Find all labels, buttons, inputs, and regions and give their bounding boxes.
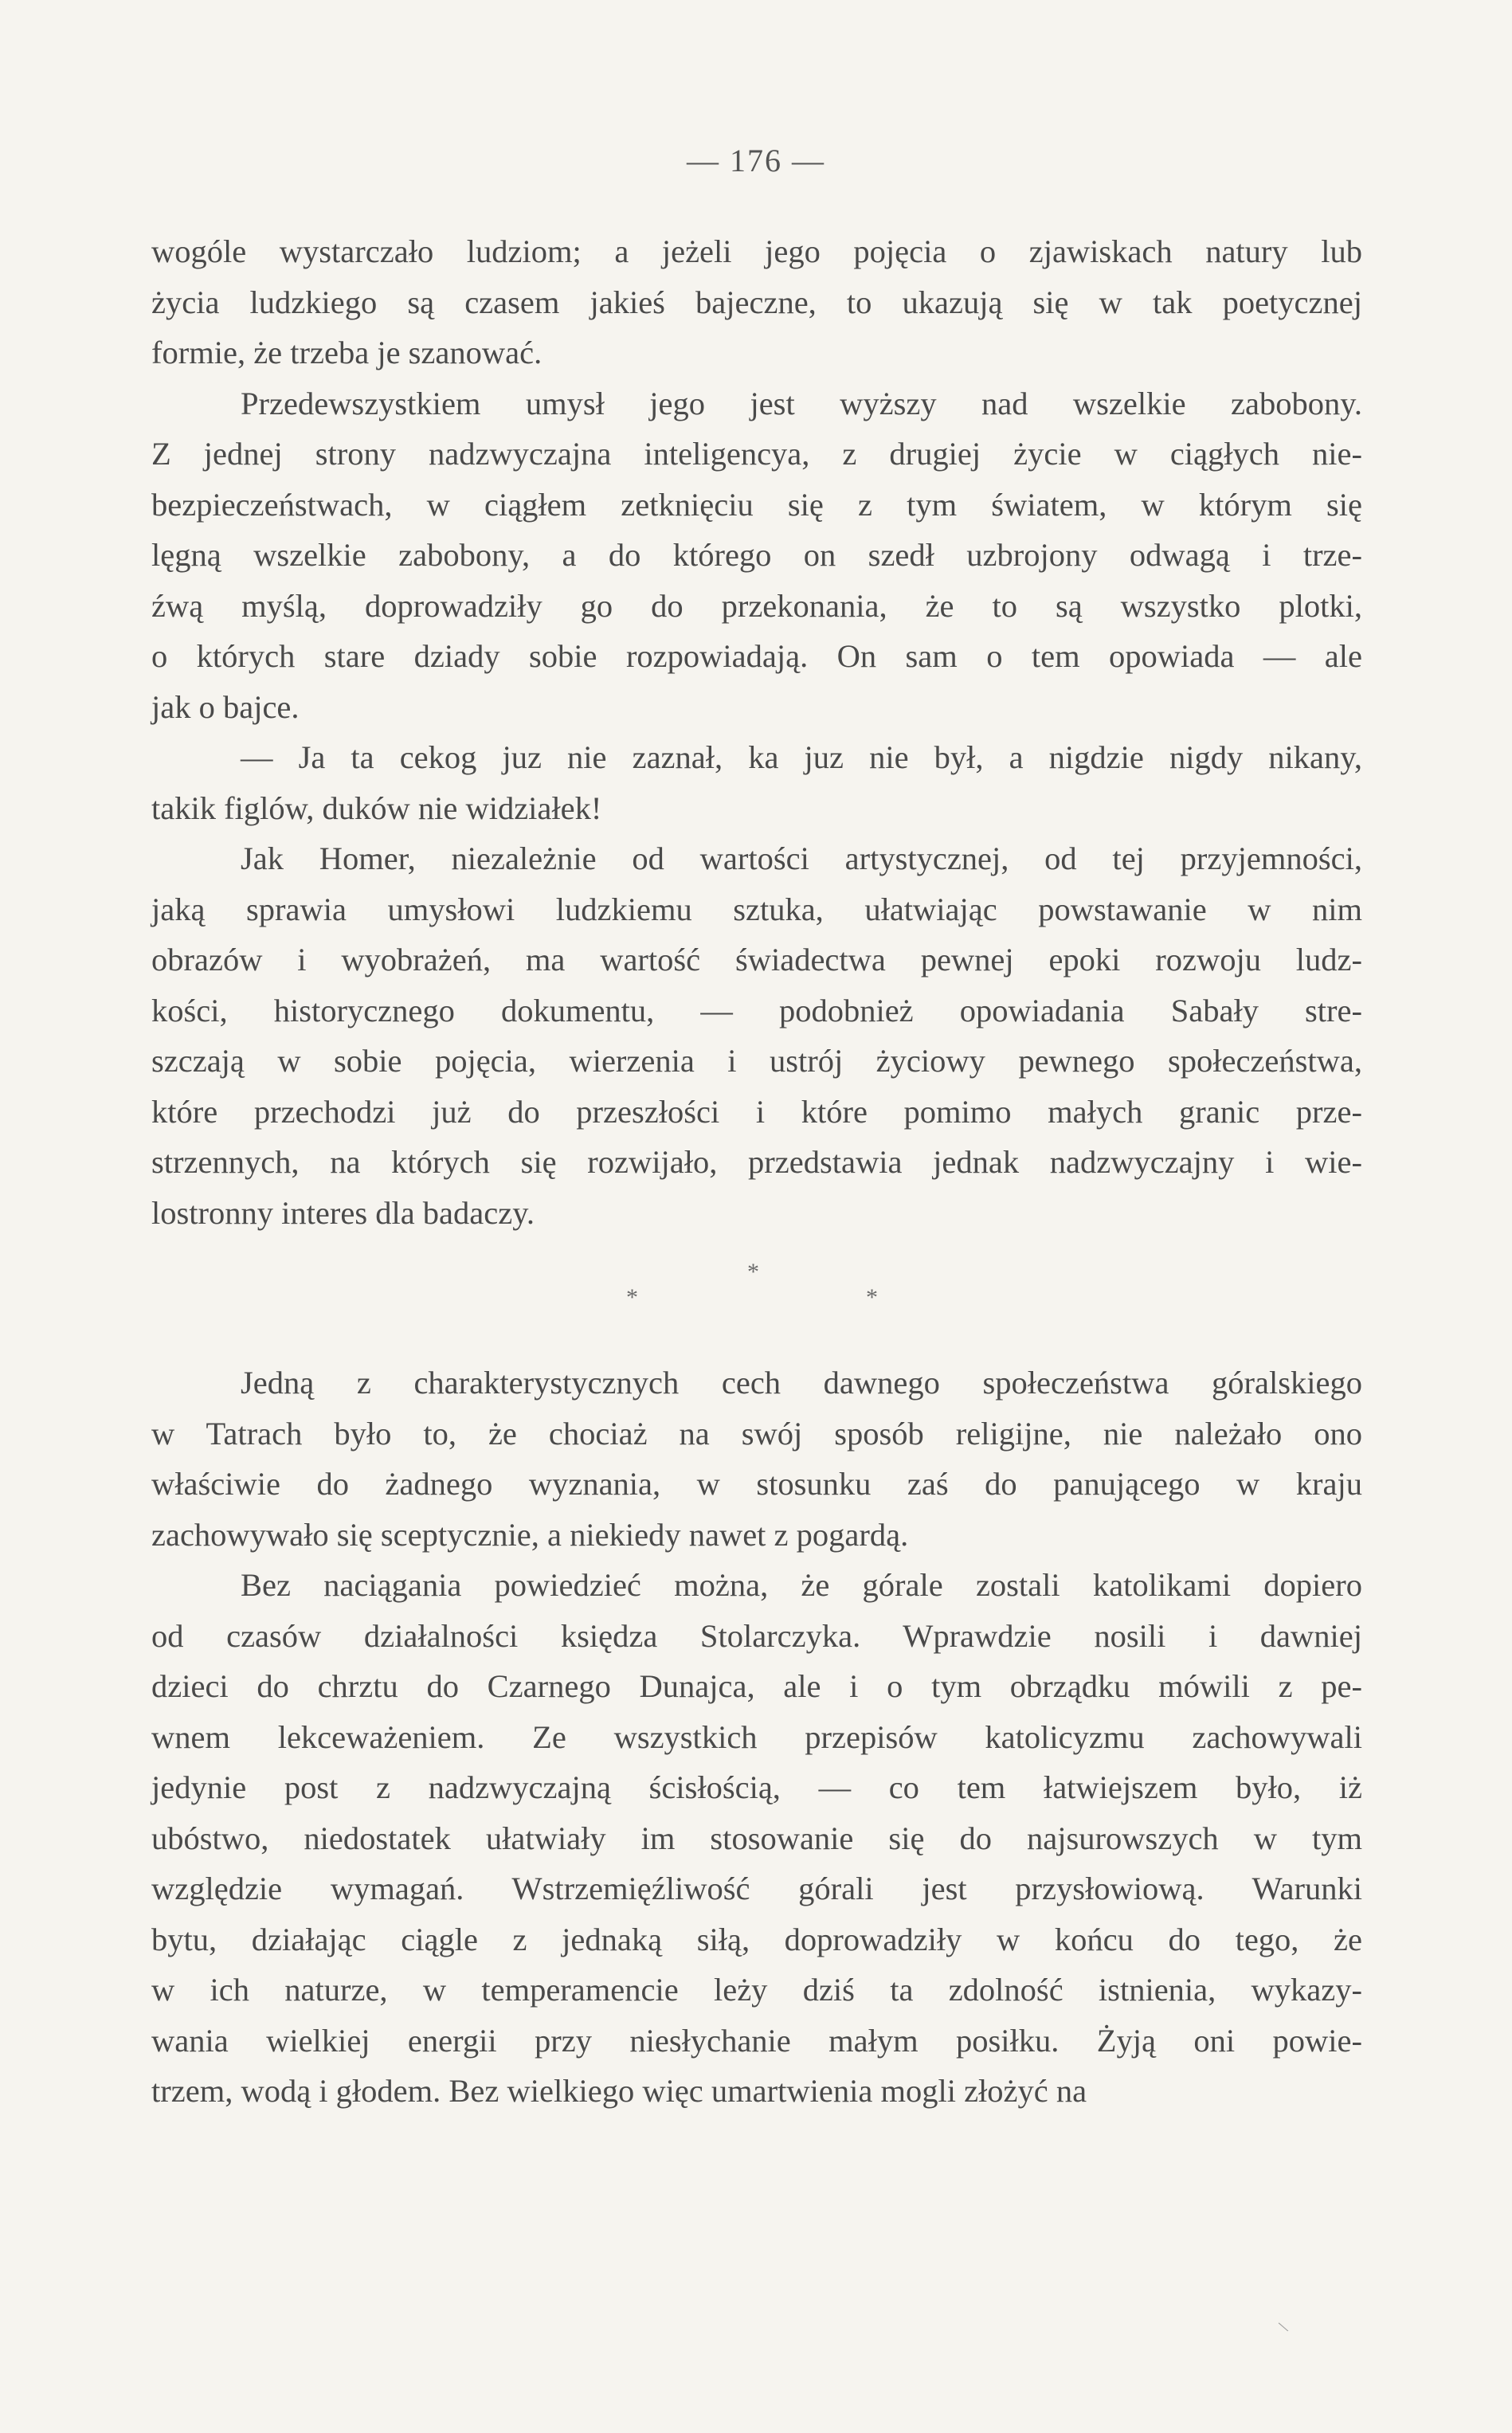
text-line: lęgną wszelkie zabobony, a do którego on szedł uzbrojony odwagą i trze- [151, 537, 1362, 573]
text-line: Bez naciągania powiedzieć można, że górale zostali katolikami dopiero [241, 1567, 1362, 1603]
text-line: formie, że trzeba je szanować. [151, 335, 543, 370]
text-line: takik figlów, duków nie widziałek! [151, 789, 602, 826]
text-line: życia ludzkiego są czasem jakieś bajeczne, to ukazują się w tak poetycznej [151, 284, 1362, 320]
text-line: kości, historycznego dokumentu, — podobnież opowiadania Sabały stre- [151, 992, 1362, 1028]
text-line: Z jednej strony nadzwyczajna inteligencya, z drugiej życie w ciągłych nie- [151, 436, 1362, 472]
text-line: wnem lekceważeniem. Ze wszystkich przepisów katolicyzmu zachowywali [151, 1718, 1362, 1755]
scan-speck-mark: \ [1275, 2317, 1291, 2337]
separator-star: * [747, 1259, 759, 1285]
text-line: względzie wymagań. Wstrzemięźliwość górali jest przysłowiową. Warunki [151, 1871, 1362, 1906]
text-line: szczają w sobie pojęcia, wierzenia i ustrój życiowy pewnego społeczeństwa, [151, 1043, 1362, 1079]
text-line: Jak Homer, niezależnie od wartości artystycznej, od tej przyjemności, [241, 840, 1362, 876]
text-line: jak o bajce. [151, 688, 300, 725]
text-line: bezpieczeństwach, w ciągłem zetknięciu się z tym światem, w którym się [151, 486, 1362, 523]
text-line: w ich naturze, w temperamencie leży dziś ta zdolność istnienia, wykazy- [151, 1972, 1362, 2008]
text-line: wania wielkiej energii przy niesłychanie małym posiłku. Żyją oni powie- [151, 2022, 1362, 2059]
separator-star: * [626, 1284, 638, 1311]
text-line: od czasów działalności księdza Stolarczyka. Wprawdzie nosili i dawniej [151, 1617, 1362, 1654]
text-line: źwą myślą, doprowadziły go do przekonania, że to są wszystko plotki, [151, 587, 1362, 624]
text-line: dzieci do chrztu do Czarnego Dunajca, ale i o tym obrządku mówili z pe- [151, 1668, 1362, 1704]
text-line: Jedną z charakterystycznych cech dawnego społeczeństwa góralskiego [241, 1365, 1362, 1401]
text-block-part1 [151, 226, 1362, 1238]
text-line: które przechodzi już do przeszłości i które pomimo małych granic prze- [151, 1093, 1362, 1130]
section-separator [0, 1259, 1512, 1314]
text-block-part2 [151, 1358, 1362, 2117]
page-number: — 176 — [687, 143, 825, 178]
text-line: — Ja ta cekog juz nie zaznał, ka juz nie był, a nigdzie nigdy nikany, [241, 739, 1362, 775]
text-line: w Tatrach było to, że chociaż na swój sposób religijne, nie należało ono [151, 1415, 1362, 1452]
text-line: o których stare dziady sobie rozpowiadają. On sam o tem opowiada — ale [151, 638, 1362, 674]
text-line: trzem, wodą i głodem. Bez wielkiego więc umartwienia mogli złożyć na [151, 2073, 1087, 2109]
text-line: właściwie do żadnego wyznania, w stosunku zaś do panującego w kraju [151, 1466, 1362, 1502]
text-line: jaką sprawia umysłowi ludzkiemu sztuka, ułatwiając powstawanie w nim [151, 891, 1362, 927]
text-line: ubóstwo, niedostatek ułatwiały im stosowanie się do najsurowszych w tym [151, 1820, 1362, 1856]
text-line: obrazów i wyobrażeń, ma wartość świadectwa pewnej epoki rozwoju ludz- [151, 942, 1362, 978]
text-line: zachowywało się sceptycznie, a niekiedy nawet z pogardą. [151, 1516, 909, 1553]
text-line: strzennych, na których się rozwijało, przedstawia jednak nadzwyczajny i wie- [151, 1144, 1362, 1180]
separator-star: * [866, 1284, 878, 1311]
text-line: Przedewszystkiem umysł jego jest wyższy nad wszelkie zabobony. [241, 385, 1362, 421]
text-line: lostronny interes dla badaczy. [151, 1194, 535, 1231]
text-line: bytu, działając ciągle z jednaką siłą, doprowadziły w końcu do tego, że [151, 1921, 1362, 1957]
text-line: wogóle wystarczało ludziom; a jeżeli jego pojęcia o zjawiskach natury lub [151, 233, 1362, 269]
text-line: jedynie post z nadzwyczajną ścisłością, — co tem łatwiejszem było, iż [151, 1769, 1362, 1805]
